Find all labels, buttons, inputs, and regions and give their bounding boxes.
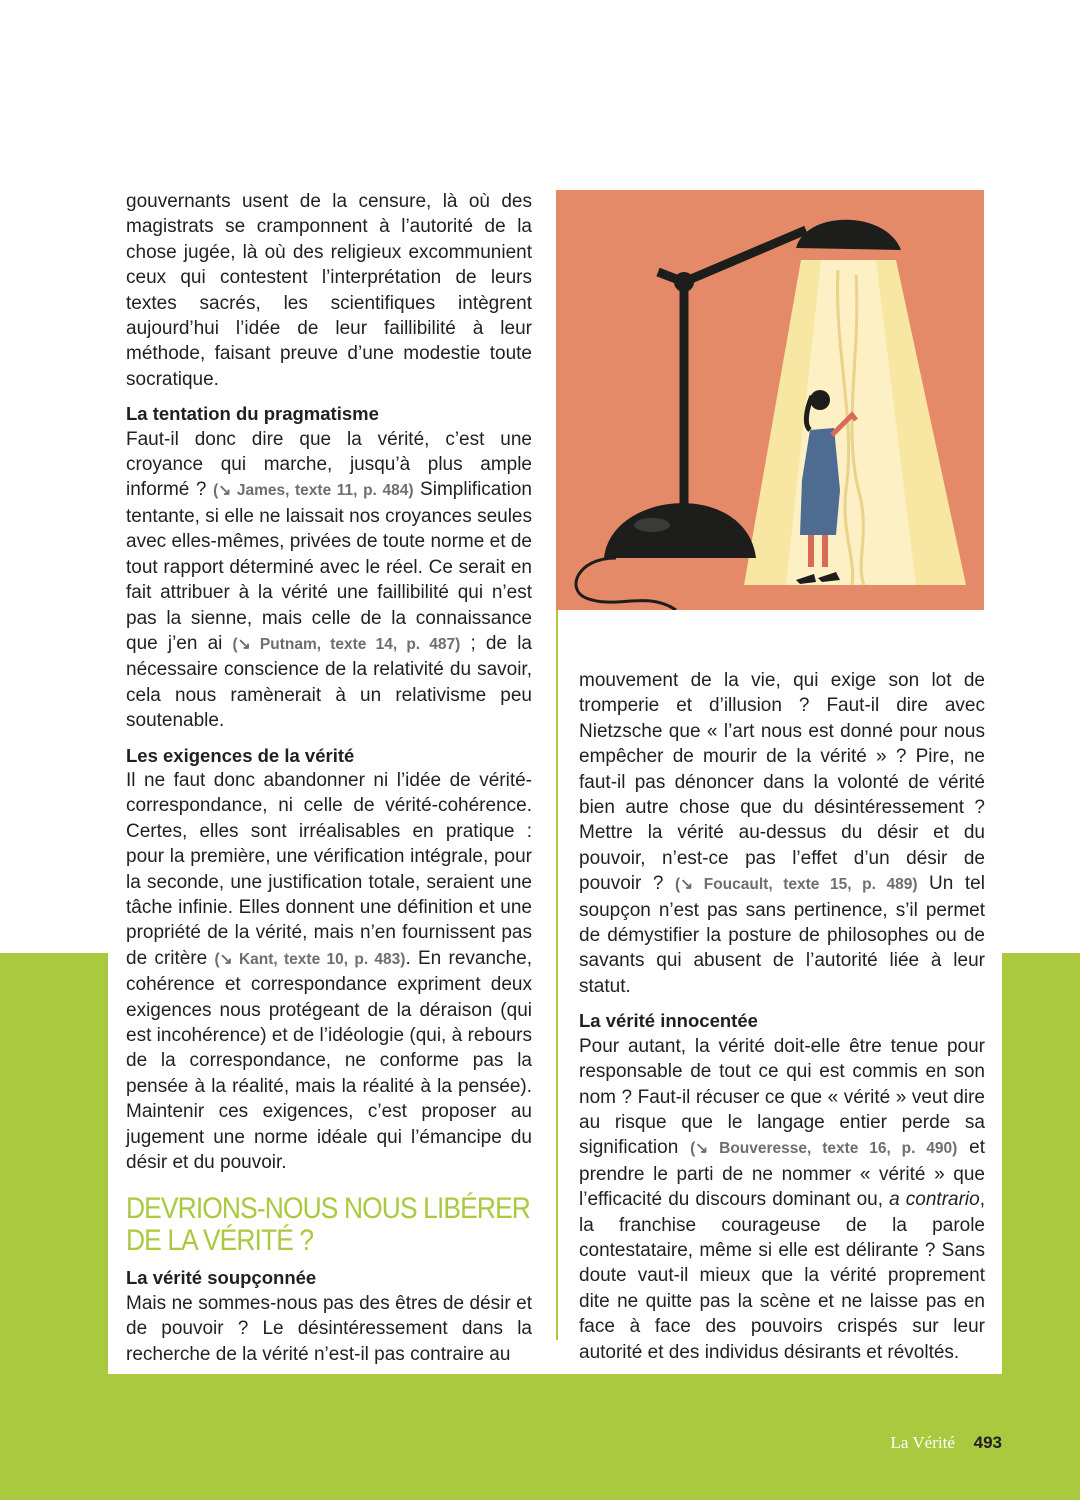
paragraph-innocentee: Pour autant, la vérité doit-elle être tenue pour responsable de tout ce qui est commis en son nom ? Faut-il récuser ce que « vérité » veut dire au risque que le langage entier perde sa signification (↘ Bouveresse, texte 16, p. 490) et prendre le parti de ne nommer « vérité » que l’efficacité du discours dominant ou, a contrario, la franchise courageuse de la parole contestataire, même si elle est délirante ? Sans doute vaut-il mieux que la vérité proprement dite ne quitte pas la scène et ne laisse pas en face à face des pouvoirs crispés sur leur autorité et des individus désirants et révoltés.: [579, 1035, 986, 1363]
paragraph-pragmatisme: Faut-il donc dire que la vérité, c’est une croyance qui marche, jusqu’à plus ample informé ? (↘ James, texte 11, p. 484) Simplification tentante, si elle ne laissait nos croyances seules avec elles-mêmes, privées de toute norme et de tout rapport déterminé avec le réel. Ce serait en fait attribuer à la vérité une faillibilité qui n’est pas la sienne, mais celle de la connaissance que j’en ai (↘ Putnam, texte 14, p. 487) ; de la nécessaire conscience de la relativité du savoir, cela nous ramènerait à un relativisme peu soutenable.: [126, 428, 532, 732]
paragraph-exigences: Il ne faut donc abandonner ni l’idée de vérité-correspondance, ni celle de vérité-cohérence. Certes, elles sont irréalisables en pratique : pour la première, une vérification intégrale, pour la seconde, une justification totale, seraient une tâche infinie. Elles donnent une définition et une propriété de la vérité, mais n’en fournissent pas de critère (↘ Kant, texte 10, p. 483). En revanche, cohérence et correspondance expriment deux exigences nous protégeant de la déraison (qui est incohérence) et de l’idéologie (qui, à rebours de la correspondance, ne conforme pas la pensée à la réalité, mais la réalité à la pensée). Maintenir ces exigences, c’est proposer au jugement une norme idéale qui l’émancipe du désir et du pouvoir.: [126, 769, 532, 1174]
lamp-illustration: [556, 190, 984, 610]
reference-james[interactable]: (↘ James, texte 11, p. 484): [213, 482, 414, 500]
column-divider: [556, 610, 558, 1340]
reference-kant[interactable]: (↘ Kant, texte 10, p. 483): [214, 950, 406, 968]
page-number: 493: [973, 1433, 1002, 1452]
heading-innocentee: La vérité innocentée: [579, 1010, 758, 1032]
left-column: [126, 189, 532, 1367]
right-column: [579, 668, 985, 1365]
heading-pragmatisme: La tentation du pragmatisme: [126, 403, 379, 425]
heading-soupconnee: La vérité soupçonnée: [126, 1267, 317, 1289]
reference-foucault[interactable]: (↘ Foucault, texte 15, p. 489): [675, 876, 918, 894]
heading-exigences: Les exigences de la vérité: [126, 744, 355, 766]
paragraph-censure: gouvernants usent de la censure, là où des magistrats se cramponnent à l’autorité de la chose jugée, là où des religieux excommunient ceux qui contestent l’interprétation de leurs textes sacrés, les scientifiques intègrent aujourd’hui l’idée de leur faillibilité à leur méthode, faisant preuve d’une modestie toute socratique.: [126, 191, 532, 390]
reference-putnam[interactable]: (↘ Putnam, texte 14, p. 487): [232, 635, 461, 653]
paragraph-nietzsche: mouvement de la vie, qui exige son lot de tromperie et d’illusion ? Faut-il dire avec Nietzsche que « l’art nous est donné pour nous empêcher de mourir de la vérité » ? Pire, ne faut-il pas dénoncer dans la volonté de vérité bien autre chose que du désintéressement ? Mettre la vérité au-dessus du désir et du pouvoir, n’est-ce pas l’effet d’un désir de pouvoir ? (↘ Foucault, texte 15, p. 489) Un tel soupçon n’est pas sans pertinence, s’il permet de démystifier la posture de philosophes ou de savants qui abusent de l’autorité liée à leur statut.: [579, 670, 985, 997]
section-title: DEVRIONS-NOUS NOUS LIBÉRER DE LA VÉRITÉ ?: [126, 1192, 531, 1258]
paragraph-soupconnee: Mais ne sommes-nous pas des êtres de désir et de pouvoir ? Le désintéressement dans la recherche de la vérité n’est-il pas contraire au: [126, 1292, 532, 1365]
reference-bouveresse[interactable]: (↘ Bouveresse, texte 16, p. 490): [690, 1140, 958, 1158]
page-footer: [891, 1433, 1002, 1453]
chapter-title: La Vérité: [890, 1433, 955, 1452]
